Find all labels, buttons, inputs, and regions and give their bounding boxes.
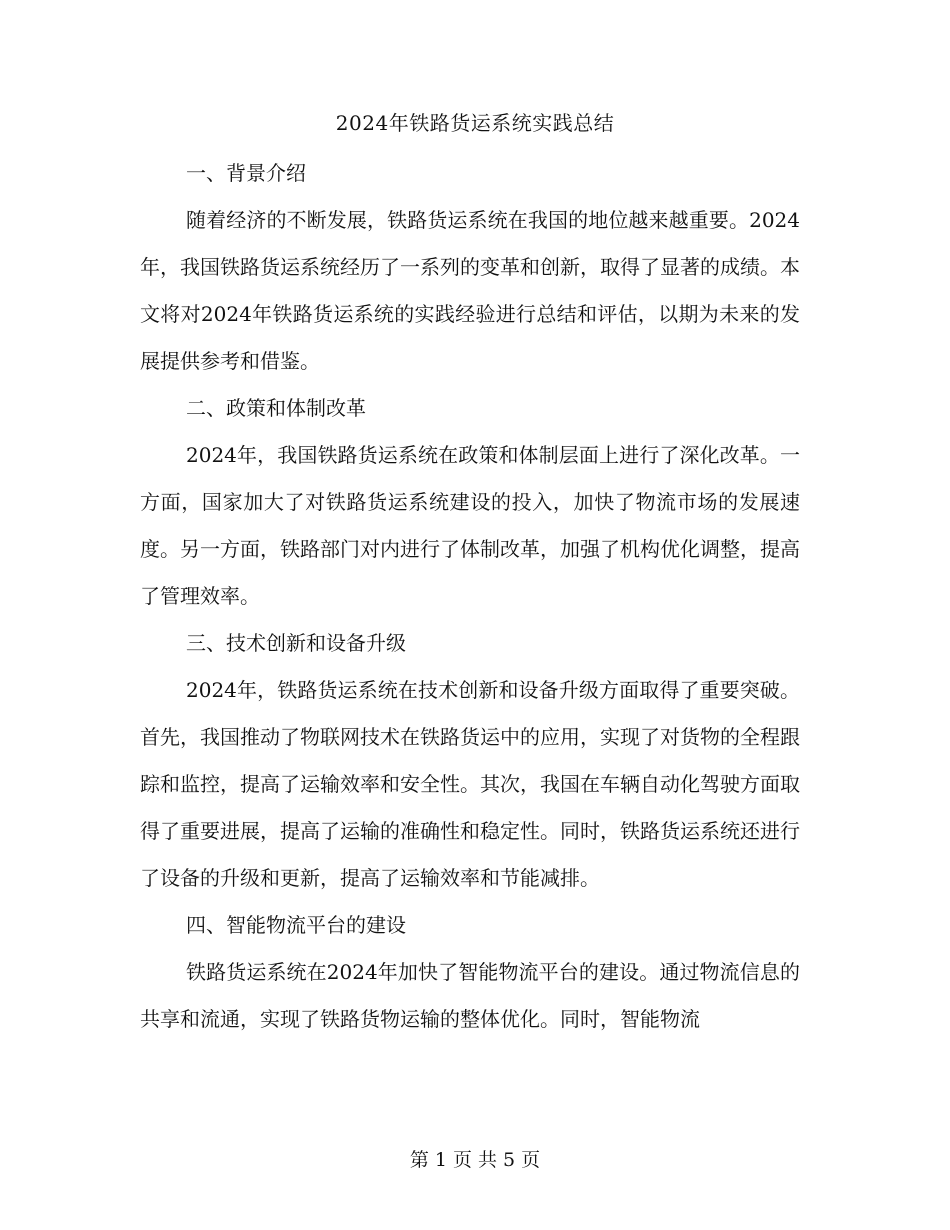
section-heading-logistics-platform: 四、智能物流平台的建设 (186, 913, 406, 937)
section-heading-background: 一、背景介绍 (186, 161, 306, 185)
section-heading-technology: 三、技术创新和设备升级 (186, 631, 406, 655)
section-heading-policy: 二、政策和体制改革 (186, 396, 366, 420)
section-paragraph-logistics-platform: 铁路货运系统在2024年加快了智能物流平台的建设。通过物流信息的共享和流通，实现了铁路货物运输的整体优化。同时，智能物流 (140, 960, 800, 1031)
document-title: 2024年铁路货运系统实践总结 (335, 111, 615, 135)
section-paragraph-background: 随着经济的不断发展，铁路货运系统在我国的地位越来越重要。2024年，我国铁路货运系统经历了一系列的变革和创新，取得了显著的成绩。本文将对2024年铁路货运系统的实践经验进行总结和评估，以期为未来的发展提供参考和借鉴。 (140, 208, 800, 373)
section-paragraph-technology: 2024年，铁路货运系统在技术创新和设备升级方面取得了重要突破。首先，我国推动了物联网技术在铁路货运中的应用，实现了对货物的全程跟踪和监控，提高了运输效率和安全性。其次，我国在车辆自动化驾驶方面取得了重要进展，提高了运输的准确性和稳定性。同时，铁路货运系统还进行了设备的升级和更新，提高了运输效率和节能减排。 (140, 678, 800, 890)
document-body (140, 150, 800, 1043)
page-number-footer: 第 1 页 共 5 页 (409, 1149, 541, 1171)
section-paragraph-policy: 2024年，我国铁路货运系统在政策和体制层面上进行了深化改革。一方面，国家加大了对铁路货运系统建设的投入，加快了物流市场的发展速度。另一方面，铁路部门对内进行了体制改革，加强了机构优化调整，提高了管理效率。 (140, 443, 800, 608)
